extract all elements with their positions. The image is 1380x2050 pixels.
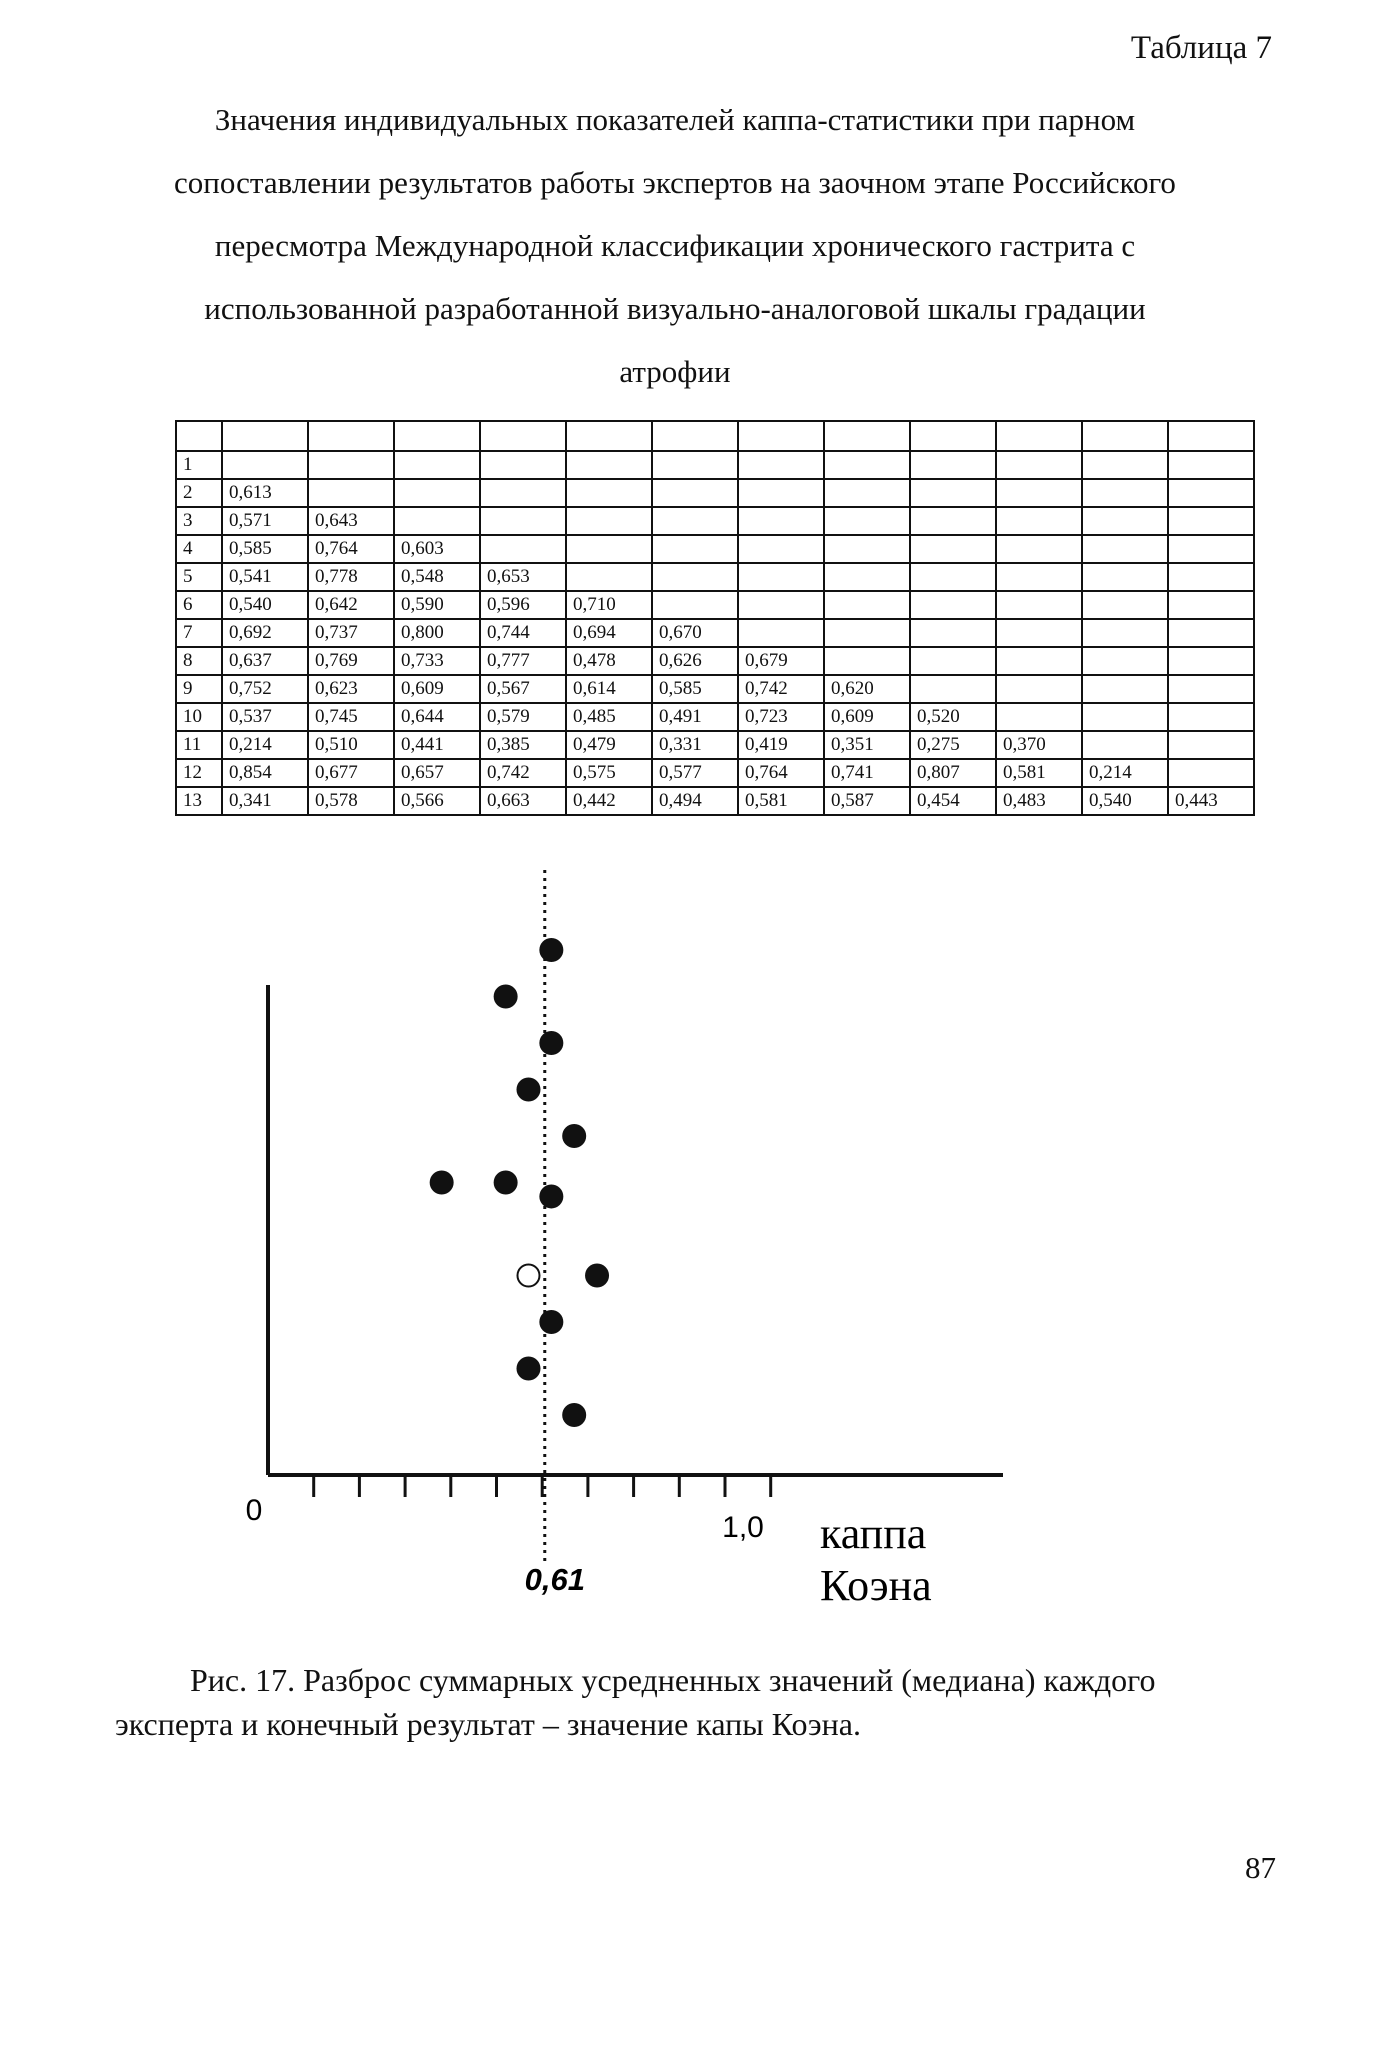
row-number-cell: 2 — [176, 479, 222, 507]
kappa-value-cell: 0,745 — [308, 703, 394, 731]
filled-data-point — [539, 1031, 563, 1055]
page-number: 87 — [1245, 1850, 1276, 1885]
kappa-value-cell: 0,443 — [1168, 787, 1254, 815]
kappa-value-cell: 0,614 — [566, 675, 652, 703]
row-number-cell: 13 — [176, 787, 222, 815]
table-label: Таблица 7 — [1130, 30, 1272, 66]
filled-data-point — [516, 1357, 540, 1381]
kappa-value-cell: 0,777 — [480, 647, 566, 675]
kappa-value-cell: 0,769 — [308, 647, 394, 675]
kappa-value-cell: 0,540 — [222, 591, 308, 619]
kappa-value-cell: 0,609 — [394, 675, 480, 703]
kappa-value-cell: 0,442 — [566, 787, 652, 815]
kappa-value-cell: 0,643 — [308, 507, 394, 535]
kappa-value-cell: 0,385 — [480, 731, 566, 759]
row-number-cell: 8 — [176, 647, 222, 675]
kappa-value-cell: 0,483 — [996, 787, 1082, 815]
kappa-value-cell: 0,510 — [308, 731, 394, 759]
kappa-value-cell: 0,581 — [738, 787, 824, 815]
kappa-value-cell: 0,626 — [652, 647, 738, 675]
kappa-value-cell: 0,692 — [222, 619, 308, 647]
kappa-value-cell: 0,642 — [308, 591, 394, 619]
kappa-value-cell: 0,637 — [222, 647, 308, 675]
kappa-value-cell: 0,275 — [910, 731, 996, 759]
filled-data-point — [562, 1403, 586, 1427]
kappa-value-cell: 0,710 — [566, 591, 652, 619]
kappa-value-cell: 0,741 — [824, 759, 910, 787]
kappa-value-cell: 0,541 — [222, 563, 308, 591]
kappa-value-cell: 0,578 — [308, 787, 394, 815]
caption-line: эксперта и конечный результат – значение капы Коэна. — [115, 1706, 861, 1742]
kappa-value-cell: 0,723 — [738, 703, 824, 731]
x-axis-title: Коэна — [820, 1561, 932, 1610]
filled-data-point — [539, 1310, 563, 1334]
row-number-cell: 12 — [176, 759, 222, 787]
filled-data-point — [539, 938, 563, 962]
kappa-value-cell: 0,579 — [480, 703, 566, 731]
kappa-value-cell: 0,454 — [910, 787, 996, 815]
row-number-cell: 3 — [176, 507, 222, 535]
row-number-cell: 10 — [176, 703, 222, 731]
kappa-value-cell: 0,764 — [308, 535, 394, 563]
kappa-value-cell: 0,744 — [480, 619, 566, 647]
kappa-value-cell: 0,540 — [1082, 787, 1168, 815]
kappa-value-cell: 0,520 — [910, 703, 996, 731]
kappa-value-cell: 0,657 — [394, 759, 480, 787]
kappa-value-cell: 0,548 — [394, 563, 480, 591]
filled-data-point — [585, 1264, 609, 1288]
row-number-cell: 11 — [176, 731, 222, 759]
kappa-value-cell: 0,419 — [738, 731, 824, 759]
kappa-value-cell: 0,677 — [308, 759, 394, 787]
figure-caption — [115, 1658, 1275, 1746]
row-number-cell: 5 — [176, 563, 222, 591]
kappa-value-cell: 0,742 — [480, 759, 566, 787]
kappa-value-cell: 0,694 — [566, 619, 652, 647]
kappa-value-cell: 0,590 — [394, 591, 480, 619]
x-tick-label: 1,0 — [722, 1511, 764, 1544]
kappa-value-cell: 0,596 — [480, 591, 566, 619]
kappa-value-cell: 0,341 — [222, 787, 308, 815]
kappa-value-cell: 0,613 — [222, 479, 308, 507]
kappa-value-cell: 0,663 — [480, 787, 566, 815]
kappa-value-cell: 0,370 — [996, 731, 1082, 759]
title-line: атрофии — [619, 354, 731, 389]
row-number-cell: 4 — [176, 535, 222, 563]
open-data-point — [517, 1265, 539, 1287]
kappa-value-cell: 0,331 — [652, 731, 738, 759]
kappa-value-cell: 0,214 — [1082, 759, 1168, 787]
title-line: Значения индивидуальных показателей каппа-статистики при парном — [214, 102, 1136, 137]
kappa-value-cell: 0,854 — [222, 759, 308, 787]
kappa-value-cell: 0,587 — [824, 787, 910, 815]
kappa-value-cell: 0,571 — [222, 507, 308, 535]
kappa-value-cell: 0,764 — [738, 759, 824, 787]
filled-data-point — [562, 1124, 586, 1148]
row-number-cell: 6 — [176, 591, 222, 619]
row-number-cell: 9 — [176, 675, 222, 703]
title-line: сопоставлении результатов работы экспертов на заочном этапе Российского — [174, 165, 1176, 200]
kappa-value-cell: 0,577 — [652, 759, 738, 787]
kappa-value-cell: 0,479 — [566, 731, 652, 759]
x-tick-label: 0 — [245, 1494, 263, 1527]
kappa-value-cell: 0,800 — [394, 619, 480, 647]
x-axis-title: каппа — [820, 1509, 927, 1558]
kappa-value-cell: 0,653 — [480, 563, 566, 591]
median-reference-label: 0,61 — [524, 1562, 585, 1597]
kappa-value-cell: 0,581 — [996, 759, 1082, 787]
kappa-value-cell: 0,603 — [394, 535, 480, 563]
kappa-value-cell: 0,679 — [738, 647, 824, 675]
title-line: использованной разработанной визуально-аналоговой шкалы градации — [204, 291, 1146, 326]
filled-data-point — [494, 985, 518, 1009]
kappa-value-cell: 0,537 — [222, 703, 308, 731]
kappa-value-cell: 0,742 — [738, 675, 824, 703]
kappa-value-cell: 0,566 — [394, 787, 480, 815]
kappa-value-cell: 0,807 — [910, 759, 996, 787]
kappa-value-cell: 0,670 — [652, 619, 738, 647]
kappa-value-cell: 0,737 — [308, 619, 394, 647]
row-number-cell: 1 — [176, 451, 222, 479]
kappa-value-cell: 0,575 — [566, 759, 652, 787]
kappa-value-cell: 0,351 — [824, 731, 910, 759]
kappa-value-cell: 0,478 — [566, 647, 652, 675]
filled-data-point — [494, 1171, 518, 1195]
kappa-value-cell: 0,494 — [652, 787, 738, 815]
kappa-value-cell: 0,485 — [566, 703, 652, 731]
kappa-value-cell: 0,441 — [394, 731, 480, 759]
kappa-value-cell: 0,585 — [652, 675, 738, 703]
kappa-value-cell: 0,214 — [222, 731, 308, 759]
filled-data-point — [516, 1078, 540, 1102]
filled-data-point — [539, 1184, 563, 1208]
kappa-value-cell: 0,778 — [308, 563, 394, 591]
title-line: пересмотра Международной классификации хронического гастрита с — [214, 228, 1136, 263]
kappa-value-cell: 0,752 — [222, 675, 308, 703]
row-number-cell: 7 — [176, 619, 222, 647]
kappa-value-cell: 0,585 — [222, 535, 308, 563]
caption-line: Рис. 17. Разброс суммарных усредненных значений (медиана) каждого — [190, 1662, 1156, 1698]
filled-data-point — [430, 1171, 454, 1195]
kappa-value-cell: 0,609 — [824, 703, 910, 731]
kappa-value-cell: 0,733 — [394, 647, 480, 675]
kappa-value-cell: 0,644 — [394, 703, 480, 731]
kappa-value-cell: 0,620 — [824, 675, 910, 703]
kappa-value-cell: 0,491 — [652, 703, 738, 731]
kappa-value-cell: 0,567 — [480, 675, 566, 703]
kappa-value-cell: 0,623 — [308, 675, 394, 703]
